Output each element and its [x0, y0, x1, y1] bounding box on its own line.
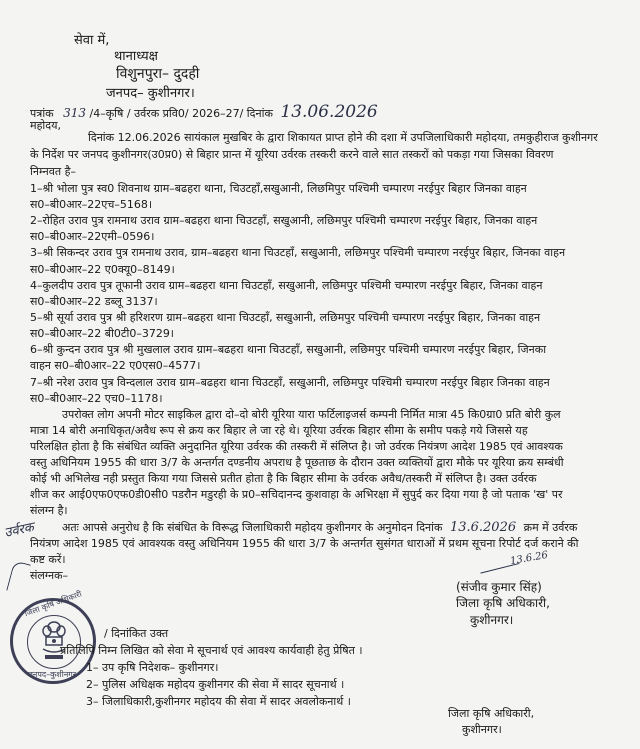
- accused-4-line-1: 4–कुलदीप उराव पुत्र तूफानी उराव ग्राम–बढहरा थाना चिउटहाँ, सखुआनी, लछिमपुर पश्चिमी चम्पारण नरईपुर बिहार, जिनका वाहन: [30, 279, 543, 292]
- district: जनपद– कुशीनगर।: [106, 86, 195, 101]
- signatory-designation: जिला कृषि अधिकारी,: [456, 596, 550, 610]
- signatory-place: कुशीनगर।: [470, 613, 514, 627]
- seal-bottom-text: जनपद–कुशीनगर: [27, 670, 77, 679]
- body-line-4: वस्तु अधिनियम 1955 की धारा 3/7 के अन्तर्गत दण्डनीय अपराध है पूछताछ के दौरान उक्त व्यक्तियों द्वारा मौके पर यूरिया क्रय सम्बंधी: [30, 456, 564, 469]
- accused-3-line-2: स0–बी0आर–22 ए0क्यू0–8149।: [30, 263, 175, 276]
- margin-scribble: [6, 560, 30, 594]
- accused-2-line-1: 2–रोहित उराव पुत्र रामनाथ उराव ग्राम–बढहरा थाना चिउटहाँ, सखुआनी, लछिमपुर पश्चिमी चम्पारण नरईपुर बिहार, जिनका वाहन: [30, 214, 538, 227]
- accused-7-line-2: स0–बी0आर–22 एच0–1178।: [30, 392, 163, 405]
- copy-item-2: 2– पुलिस अधिक्षक महोदय कुशीनगर की सेवा में सादर सूचनार्थ ।: [86, 678, 345, 691]
- police-station: विशुनपुरा– दुदही: [116, 66, 200, 82]
- reference-date: 13.06.2026: [280, 102, 378, 122]
- body-line-5: कोई भी अभिलेख नही प्रस्तुत किया गया जिससे प्रतीत होता है कि बिहार सीमा के उर्वरक अवैध/तस्करी में संलिप्त है। उक्त उर्वरक: [30, 472, 537, 485]
- copy-item-3: 3– जिलाधिकारी,कुशीनगर महोदय की सेवा में सादर अवलोकनार्थ ।: [86, 695, 351, 708]
- request-line-1: [62, 520, 577, 535]
- footer-designation: जिला कृषि अधिकारी,: [448, 707, 535, 720]
- accused-2-line-2: स0–बी0आर–22एमी–0596।: [30, 230, 155, 243]
- request-line-2: नियंत्रण आदेश 1985 एवं आवश्यक वस्तु अधिनियम 1955 की धारा 3/7 के अन्तर्गत सुसंगत धाराओं में प्रथम सूचना रिपोर्ट दर्ज कराने की: [30, 537, 579, 550]
- body-line-3: परिलक्षित होता है कि संबंधित व्यक्ति अनुदानित यूरिया उर्वरक की तस्करी में संलिप्त है। जो उर्वरक नियंत्रण आदेश 1985 एवं आवश्यक: [30, 440, 563, 453]
- body-line-2: मात्रा 14 बोरी अनाधिकृत/अवैध रूप से क्रय कर बिहार ले जा रहे थे। यूरिया उर्वरक बिहार सीमा के समीप पकड़े गये जिससे यह: [30, 424, 528, 437]
- request-line-1-text: अतः आपसे अनुरोध है कि संबंधित के विरूद्ध जिलाधिकारी महोदय कुशीनगर के अनुमोदन दिनांक: [62, 521, 443, 534]
- salutation: महोदय,: [30, 119, 61, 132]
- accused-6-line-1: 6–श्री कुन्दन उराव पुत्र श्री मुखलाल उराव ग्राम–बढहरा थाना चिउटहाँ, सखुआनी, लछिमपुर पश्चिमी चम्पारण नरईपुर बिहार, जिनका: [30, 343, 547, 356]
- accused-7-line-1: 7–श्री नरेश उराव पुत्र विन्दलाल उराव ग्राम–बढहरा थाना चिउटहाँ, सखुआनी, लछिमपुर पश्चिमी चम्पारण नरईपुर बिहार जिनका वाहन: [30, 376, 550, 389]
- intro-line-1: दिनांक 12.06.2026 सायंकाल मुखबिर के द्वारा शिकायत प्राप्त होने की दशा में उपजिलाधिकारी महोदया, तमकुहीराज कुशीनगर: [88, 131, 598, 144]
- accused-1-line-2: स0–बी0आर–22एच–5168।: [30, 198, 153, 211]
- reference-number: 313: [63, 106, 87, 120]
- approval-date: 13.6.2026: [449, 520, 517, 535]
- body-line-7: संलग्न है।: [30, 504, 68, 517]
- margin-note: उर्वरक: [3, 520, 36, 541]
- request-line-1-tail: क्रम में उर्वरक: [523, 521, 578, 534]
- accused-5-line-1: 5–श्री सूर्या उराव पुत्र श्री हरिशरण ग्राम–बढहरा थाना चिउटहाँ, सखुआनी, लछिमपुर पश्चिमी चम्पारण नरईपुर बिहार, जिनका वाहन: [30, 311, 541, 324]
- patrank-label: पत्रांक: [30, 107, 54, 120]
- accused-6-line-2: वाहन स0–बी0आर–22 ए0एस0–4577।: [30, 359, 201, 372]
- copy-intro: प्रतिलिपि निम्न लिखित को सेवा मे सूचनार्थ एवं आवश्य कार्यवाही हेतु प्रेषित ।: [60, 644, 363, 657]
- addressee: थानाध्यक्ष: [114, 49, 159, 64]
- request-line-3: कष्ट करें।: [30, 553, 66, 566]
- official-seal: [10, 589, 96, 684]
- reference-line: [30, 102, 378, 122]
- copy-item-1: 1– उप कृषि निदेशक– कुशीनगर।: [86, 661, 219, 674]
- reference-rest: /4–कृषि / उर्वरक प्रवि0/ 2026–27/ दिनांक: [89, 107, 273, 120]
- intro-line-2: के निर्देश पर जनपद कुशीनगर(उ0प्र0) से बिहार प्रान्त में यूरिया उर्वरक तस्करी करने वाले सात तस्करों को पकड़ा गया जिसका विवरण: [30, 148, 554, 161]
- intro-line-3: निम्नवत है–: [30, 165, 76, 178]
- accused-1-line-1: 1–श्री भोला पुत्र स्व0 शिवनाथ ग्राम–बढहरा थाना, चिउटहाँ,सखुआनी, लिछमिपुर पश्चिमी चम्पारण नरईपुर बिहार जिनका वाहन: [30, 182, 527, 195]
- seva-me-label: सेवा में,: [74, 33, 110, 48]
- enclosure-label: संलग्नक–: [30, 569, 69, 582]
- accused-4-line-2: स0–बी0आर–22 डब्लू 3137।: [30, 295, 158, 308]
- body-line-6: शीज कर आई0एफ0एफ0डी0सी0 पडरौन मडुरही के प्र0–सचिदानन्द कुशवाहा के अभिरक्षा में सुपुर्द कर दिया गया है जो पताक 'ख' पर: [30, 488, 563, 501]
- accused-5-line-2: स0–बी0आर–22 बी0टी0–3729।: [30, 327, 174, 340]
- footer-place: कुशीनगर।: [462, 723, 502, 736]
- signatory-name: (संजीव कुमार सिंह): [456, 580, 542, 594]
- copy-header: / दिनांकित उक्त: [104, 627, 169, 640]
- signature-date: 13.6.26: [509, 549, 549, 568]
- accused-3-line-1: 3–श्री सिकन्दर उराव पुत्र रामनाथ उराव, ग्राम–बढहरा थाना चिउटहाँ, सखुआनी, लछिमपुर पश्चिमी चम्पारण नरईपुर बिहार, जिनका वाहन: [30, 246, 566, 259]
- body-line-1: उपरोक्त लोग अपनी मोटर साइकिल द्वारा दो–दो बोरी यूरिया यारा फर्टिलाइजर्स कम्पनी निर्मित मात्रा 45 कि0ग्रा0 प्रति बोरी कुल: [62, 408, 561, 421]
- seal-top-text: जिला कृषि अधिकारी: [23, 589, 83, 619]
